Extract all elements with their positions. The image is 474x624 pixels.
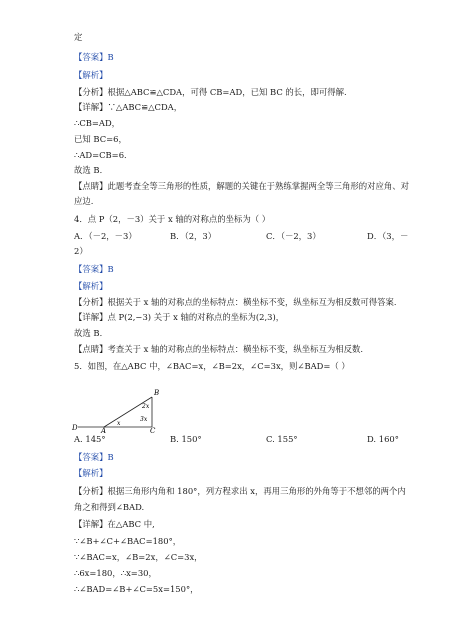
analysis-heading: 【解析】 xyxy=(74,70,108,80)
text-line: 角之和得到∠BAD. xyxy=(74,502,145,512)
analysis-line: 【分析】根据三角形内角和 180°，列方程求出 x，再用三角形的外角等于不想邻的两个内 xyxy=(74,486,406,496)
detail-line: 【详解】在△ABC 中, xyxy=(74,519,155,529)
comment-line: 【点睛】此题考查全等三角形的性质，解题的关键在于熟练掌握两全等三角形的对应角、对 xyxy=(74,181,409,191)
q4-option-d: D．（3，－ xyxy=(367,231,409,241)
text-line: ∴AD=CB=6． xyxy=(74,150,133,160)
answer-value: B xyxy=(107,52,114,62)
angle-label-2x: 2x xyxy=(142,403,150,410)
analysis-line: 【分析】根据△ABC≌△CDA，可得 CB=AD，已知 BC 的长，即可得解. xyxy=(74,87,347,97)
q5-option-c: C. 155° xyxy=(266,434,298,444)
text-line: ∴CB=AD， xyxy=(74,118,121,128)
q5-option-d: D. 160° xyxy=(367,434,399,444)
text-line: 应边. xyxy=(74,196,94,206)
angle-label-x: x xyxy=(117,420,121,427)
q4-option-a: A．（－2，－3） xyxy=(74,231,137,241)
text-line: ∵∠B+∠C+∠BAC=180°， xyxy=(74,536,182,546)
question-5: 5．如图，在△ABC 中，∠BAC=x，∠B=2x，∠C=3x，则∠BAD=（ ） xyxy=(74,361,350,371)
label-a: A xyxy=(101,427,107,433)
text-line: ∴6x=180，∴x=30， xyxy=(74,568,157,578)
q5-option-a: A. 145° xyxy=(74,434,106,444)
answer-line xyxy=(74,51,446,63)
angle-label-3x: 3x xyxy=(140,416,148,423)
detail-line: 【详解】∵△ABC≌△CDA， xyxy=(74,102,183,112)
label-b: B xyxy=(154,389,160,397)
text-line: 故选 B． xyxy=(74,165,108,175)
triangle-figure xyxy=(70,383,166,433)
text-line: ∵∠BAC=x，∠B=2x，∠C=3x， xyxy=(74,552,203,562)
detail-line: 【详解】点 P(2,−3) 关于 x 轴的对称点的坐标为(2,3)， xyxy=(74,312,285,322)
text-line: 已知 BC=6， xyxy=(74,134,127,144)
analysis-heading: 【解析】 xyxy=(74,281,108,291)
analysis-line: 【分析】根据关于 x 轴的对称点的坐标特点：横坐标不变，纵坐标互为相反数可得答案． xyxy=(74,297,403,307)
comment-line: 【点睛】考查关于 x 轴的对称点的坐标特点：横坐标不变，纵坐标互为相反数. xyxy=(74,344,364,354)
analysis-heading: 【解析】 xyxy=(74,468,108,478)
q4-option-b: B．（2，3） xyxy=(170,231,217,241)
label-d: D xyxy=(72,424,78,432)
label-c: C xyxy=(150,427,156,433)
text-line: 定 xyxy=(74,32,83,42)
q5-option-b: B. 150° xyxy=(170,434,202,444)
question-4: 4．点 P（2，－3）关于 x 轴的对称点的坐标为（ ） xyxy=(74,214,271,224)
text-line: ∴∠BAD=∠B+∠C=5x=150°， xyxy=(74,584,199,594)
answer-line: 【答案】B xyxy=(74,452,114,462)
answer-tag: 【答案】 xyxy=(74,52,108,62)
text-line: 故选 B． xyxy=(74,328,108,338)
answer-line: 【答案】B xyxy=(74,264,114,274)
text-line: 2） xyxy=(74,246,88,256)
q4-option-c: C．（－2，3） xyxy=(266,231,321,241)
